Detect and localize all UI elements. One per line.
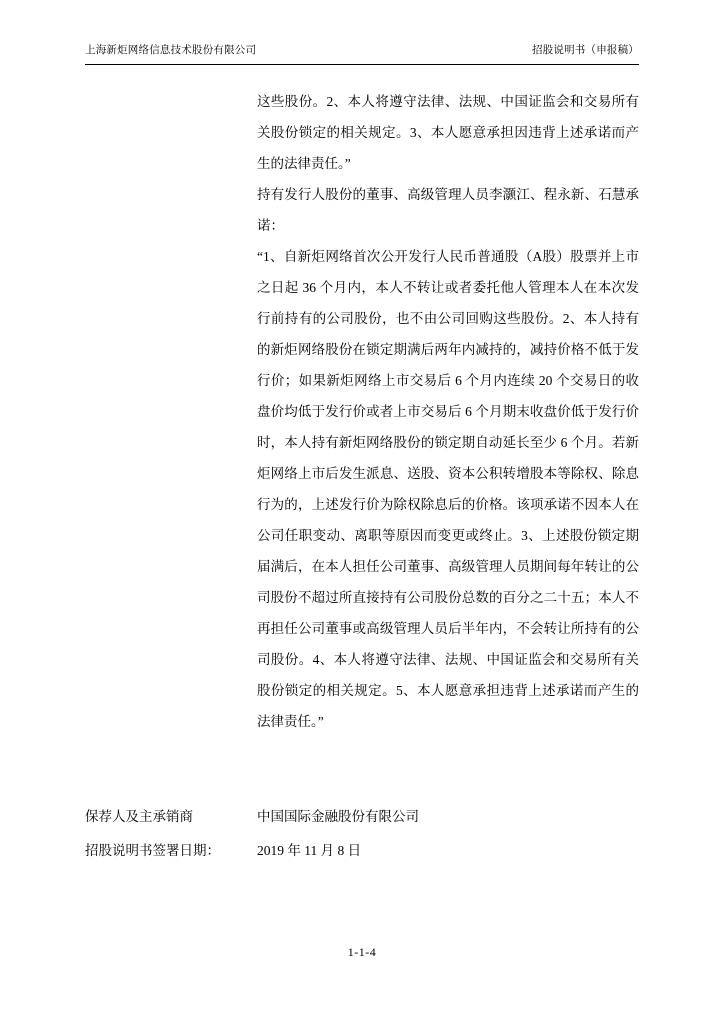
signature-row xyxy=(85,800,639,834)
sponsor-value: 中国国际金融股份有限公司 xyxy=(257,809,419,824)
page-footer xyxy=(0,945,724,960)
signature-row xyxy=(85,834,639,868)
sign-date-value: 2019 年 11 月 8 日 xyxy=(257,843,362,858)
page-number: 1-1-4 xyxy=(347,945,377,959)
sponsor-label: 保荐人及主承销商 xyxy=(85,809,193,824)
signature-block xyxy=(85,800,639,868)
document-body xyxy=(85,86,639,737)
sign-date-label: 招股说明书签署日期： xyxy=(85,843,220,858)
page-header xyxy=(85,44,639,58)
header-company-name: 上海新炬网络信息技术股份有限公司 xyxy=(85,45,257,56)
header-document-title: 招股说明书（申报稿） xyxy=(532,45,639,56)
paragraph-directors-intro: 持有发行人股份的董事、高级管理人员李灏江、程永新、石慧承诺： xyxy=(257,187,639,233)
header-divider xyxy=(85,64,639,65)
paragraph-commitment-quote: “1、自新炬网络首次公开发行人民币普通股（A股）股票并上市之日起 36 个月内，本人不转让或者委托他人管理本人在本次发行前持有的公司股份，也不由公司回购这些股份。2、本人持有的新炬网络股份在锁定期满后两年内减持的，减持价格不低于发行价；如果新炬网络上市交易后 6 个月内连续 20 个交易日的收盘价均低于发行价或者上市交易后 6 个月期末收盘价低于发行价时，本人持有新炬网络股份的锁定期自动延长至少 6 个月。若新炬网络上市后发生派息、送股、资本公积转增股本等除权、除息行为的，上述发行价为除权除息后的价格。该项承诺不因本人在公司任职变动、离职等原因而变更或终止。3、上述股份锁定期届满后，在本人担任公司董事、高级管理人员期间每年转让的公司股份不超过所直接持有公司股份总数的百分之二十五；本人不再担任公司董事或高级管理人员后半年内，不会转让所持有的公司股份。4、本人将遵守法律、法规、中国证监会和交易所有关股份锁定的相关规定。5、本人愿意承担违背上述承诺而产生的法律责任。” xyxy=(257,249,639,729)
paragraph-continuation: 这些股份。2、本人将遵守法律、法规、中国证监会和交易所有关股份锁定的相关规定。3、本人愿意承担因违背上述承诺而产生的法律责任。” xyxy=(257,94,639,171)
